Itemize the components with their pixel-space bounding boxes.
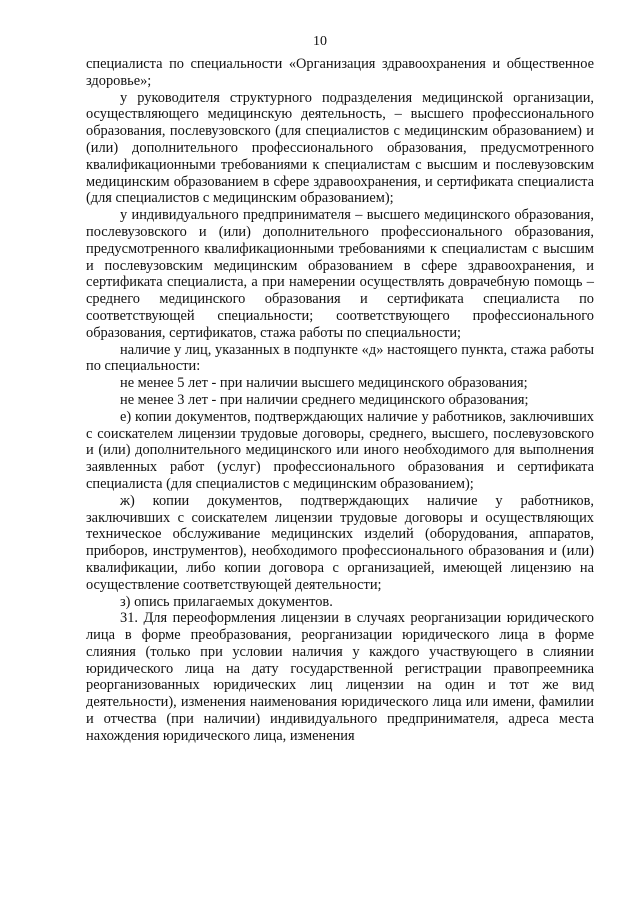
paragraph-head-of-department: у руководителя структурного подразделения медицинской организации, осуществляющего медицинскую деятельность, – высшего профессионального образования, послевузовского (для специалистов с медицинским образованием) и (или) дополнительного профессионального образования, предусмотренного квалификационными требованиями к специалистам с высшим и послевузовским медицинским образованием в сфере здравоохранения, и сертификата специалиста (для специалистов с медицинским образованием);: [86, 89, 594, 207]
paragraph-clause-31: 31. Для переоформления лицензии в случаях реорганизации юридического лица в форме преобразования, реорганизации юридического лица в форме слияния (только при условии наличия у каждого участвующего в слиянии юридического лица на дату государственной регистрации правопреемника реорганизованных юридических лиц лицензии на один и тот же вид деятельности), изменения наименования юридического лица или имени, фамилии и отчества (при наличии) индивидуального предпринимателя, адреса места нахождения юридического лица, изменения: [86, 610, 594, 744]
document-body: [86, 56, 594, 745]
paragraph-continuation: специалиста по специальности «Организация здравоохранения и общественное здоровье»;: [86, 56, 594, 89]
paragraph-higher-education-term: не менее 5 лет - при наличии высшего медицинского образования;: [120, 375, 528, 392]
page-number: 10: [313, 34, 327, 49]
paragraph-work-experience: наличие у лиц, указанных в подпункте «д» настоящего пункта, стажа работы по специальности:: [86, 341, 594, 375]
paragraph-secondary-education-term: не менее 3 лет - при наличии среднего медицинского образования;: [120, 391, 529, 408]
paragraph-individual-entrepreneur: у индивидуального предпринимателя – высшего медицинского образования, послевузовского и (или) дополнительного профессионального образования, предусмотренного квалификационными требованиями к специалистам с высшим и послевузовским медицинским образованием в сфере здравоохранения, и сертификата специалиста, а при намерении осуществлять доврачебную помощь – среднего медицинского образования и сертификата специалиста по соответствующей специальности; соответствующего профессионального образования, сертификатов, стажа работы по специальности;: [86, 207, 594, 341]
paragraph-item-z: з) опись прилагаемых документов.: [120, 593, 333, 610]
paragraph-item-zh: ж) копии документов, подтверждающих наличие у работников, заключивших с соискателем лицензии трудовые договоры и осуществляющих техническое обслуживание медицинских изделий (оборудования, аппаратов, приборов, инструментов), необходимого профессионального образования и (или) квалификации, либо копии договора с организацией, имеющей лицензию на осуществление соответствующей деятельности;: [86, 492, 594, 593]
paragraph-item-e: е) копии документов, подтверждающих наличие у работников, заключивших с соискателем лицензии трудовые договоры, среднего, высшего, послевузовского и (или) дополнительного медицинского или иного необходимого для выполнения заявленных работ (услуг) профессионального образования и сертификата специалиста (для специалистов с медицинским образованием);: [86, 408, 594, 492]
